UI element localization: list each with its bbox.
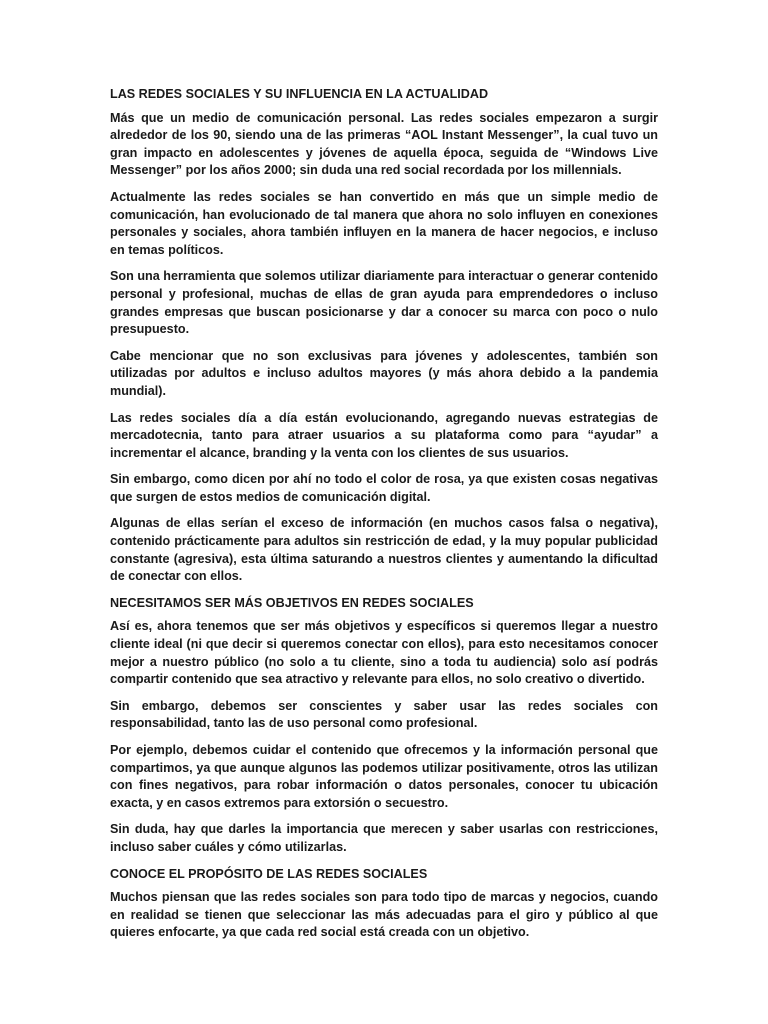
- section-heading-influence: LAS REDES SOCIALES Y SU INFLUENCIA EN LA ACTUALIDAD: [110, 87, 489, 101]
- paragraph-12: Muchos piensan que las redes sociales son para todo tipo de marcas y negocios, cuando en realidad se tienen que seleccionar las más adecuadas para el giro y público al que quieres enfocarte, ya que cada red social está creada con un objetivo.: [110, 890, 658, 940]
- document-page: [110, 86, 658, 951]
- section-heading-purpose: CONOCE EL PROPÓSITO DE LAS REDES SOCIALES: [110, 866, 428, 881]
- paragraph-3: Son una herramienta que solemos utilizar diariamente para interactuar o generar contenido personal y profesional, muchas de ellas de gran ayuda para emprendedores o incluso grandes empresas que buscan posicionarse y dar a conocer su marca con poco o nulo presupuesto.: [110, 269, 658, 337]
- paragraph-4: Cabe mencionar que no son exclusivas para jóvenes y adolescentes, también son utilizadas por adultos e incluso adultos mayores (y más ahora debido a la pandemia mundial).: [110, 348, 658, 398]
- paragraph-8: Así es, ahora tenemos que ser más objetivos y específicos si queremos llegar a nuestro cliente ideal (ni que decir si queremos conectar con ellos), para esto necesitamos conocer mejor a nuestro público (no solo a tu cliente, sino a toda tu audiencia) solo así podrás compartir contenido que sea atractivo y relevante para ellos, no solo creativo o divertido.: [110, 619, 658, 687]
- section-heading-objectives: NECESITAMOS SER MÁS OBJETIVOS EN REDES SOCIALES: [110, 595, 474, 610]
- paragraph-10: Por ejemplo, debemos cuidar el contenido que ofrecemos y la información personal que compartimos, ya que aunque algunos las podemos utilizar positivamente, otros las utilizan con fines negativos, para robar información o datos personales, conocer tu ubicación exacta, y en casos extremos para extorsión o secuestro.: [110, 743, 658, 810]
- paragraph-11: Sin duda, hay que darles la importancia que merecen y saber usarlas con restricciones, incluso saber cuáles y cómo utilizarlas.: [110, 822, 658, 854]
- paragraph-5: Las redes sociales día a día están evolucionando, agregando nuevas estrategias de mercadotecnia, tanto para atraer usuarios a su plataforma como para “ayudar” a incrementar el alcance, branding y la venta con los clientes de sus usuarios.: [110, 410, 658, 460]
- paragraph-1: Más que un medio de comunicación personal. Las redes sociales empezaron a surgir alrededor de los 90, siendo una de las primeras “AOL Instant Messenger”, la cual tuvo un gran impacto en adolescentes y jóvenes de aquella época, seguida de “Windows Live Messenger” por los años 2000; sin duda una red social recordada por los millennials.: [110, 110, 658, 178]
- paragraph-2: Actualmente las redes sociales se han convertido en más que un simple medio de comunicación, han evolucionado de tal manera que ahora no solo influyen en conexiones personales y sociales, ahora también influyen en la manera de hacer negocios, e incluso en temas políticos.: [110, 189, 658, 257]
- paragraph-7: Algunas de ellas serían el exceso de información (en muchos casos falsa o negativa), contenido prácticamente para adultos sin restricción de edad, y la muy popular publicidad constante (agresiva), esta última saturando a nuestros clientes y aumentando la dificultad de conectar con ellos.: [110, 516, 658, 584]
- paragraph-6: Sin embargo, como dicen por ahí no todo el color de rosa, ya que existen cosas negativas que surgen de estos medios de comunicación digital.: [110, 472, 658, 504]
- paragraph-9: Sin embargo, debemos ser conscientes y saber usar las redes sociales con responsabilidad, tanto las de uso personal como profesional.: [110, 698, 658, 731]
